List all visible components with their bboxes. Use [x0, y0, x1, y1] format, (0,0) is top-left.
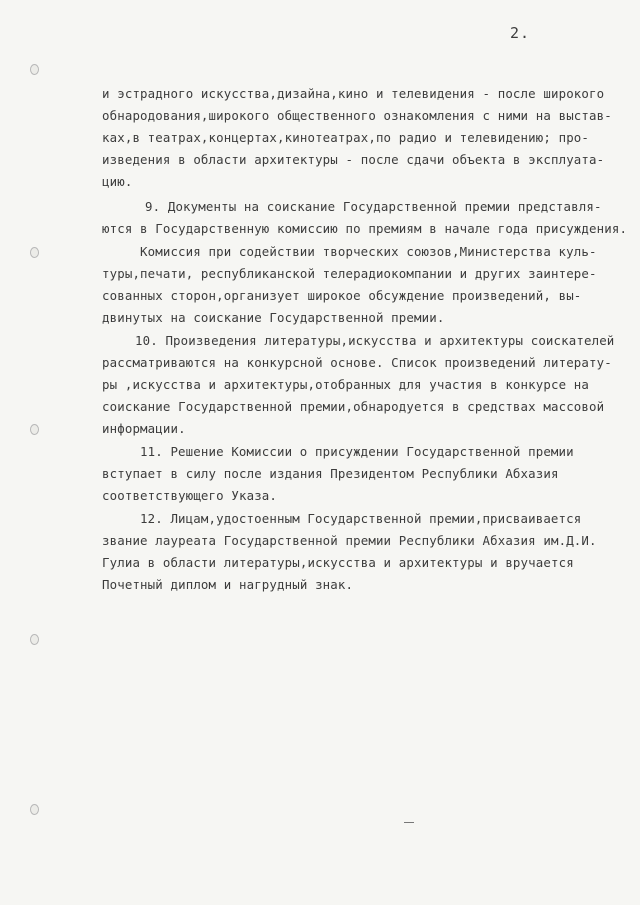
text-line: ках,в театрах,концертах,кинотеатрах,по радио и телевидению; про- [102, 130, 590, 145]
text-line: ются в Государственную комиссию по премиям в начале года присуждения. [102, 221, 628, 236]
text-line: рассматриваются на конкурсной основе. Список произведений литерату- [102, 355, 612, 370]
text-line: соискание Государственной премии,обнародуется в средствах массовой [102, 399, 605, 414]
text-line: 12. Лицам,удостоенным Государственной премии,присваивается [140, 511, 582, 526]
binder-hole-mark [30, 247, 39, 258]
text-line: цию. [102, 174, 133, 189]
text-line: ры ,искусства и архитектуры,отобранных для участия в конкурсе на [102, 377, 590, 392]
text-line: информации. [102, 421, 186, 436]
binder-hole-mark [30, 804, 39, 815]
page-number: 2. [510, 24, 531, 42]
text-line: сованных сторон,организует широкое обсуждение произведений, вы- [102, 288, 582, 303]
text-line: двинутых на соискание Государственной премии. [102, 310, 445, 325]
text-line: звание лауреата Государственной премии Республики Абхазия им.Д.И. [102, 533, 597, 548]
binder-hole-mark [30, 424, 39, 435]
text-line: Почетный диплом и нагрудный знак. [102, 577, 354, 592]
text-line: 11. Решение Комиссии о присуждении Государственной премии [140, 444, 574, 459]
text-line: обнародования,широкого общественного ознакомления с ними на выстав- [102, 108, 612, 123]
text-line: Комиссия при содействии творческих союзов,Министерства куль- [140, 244, 597, 259]
text-line: вступает в силу после издания Президентом Республики Абхазия [102, 466, 559, 481]
binder-hole-mark [30, 634, 39, 645]
text-line: 10. Произведения литературы,искусства и архитектуры соискателей [135, 333, 615, 348]
text-line: 9. Документы на соискание Государственной премии представля- [145, 199, 602, 214]
text-line: туры,печати, республиканской телерадиокомпании и других заинтере- [102, 266, 597, 281]
binder-hole-mark [30, 64, 39, 75]
text-line: и эстрадного искусства,дизайна,кино и телевидения - после широкого [102, 86, 605, 101]
text-line: соответствующего Указа. [102, 488, 278, 503]
text-line: изведения в области архитектуры - после сдачи объекта в эксплуата- [102, 152, 605, 167]
text-line: Гулиа в области литературы,искусства и архитектуры и вручается [102, 555, 574, 570]
footer-dash-mark [404, 822, 414, 823]
